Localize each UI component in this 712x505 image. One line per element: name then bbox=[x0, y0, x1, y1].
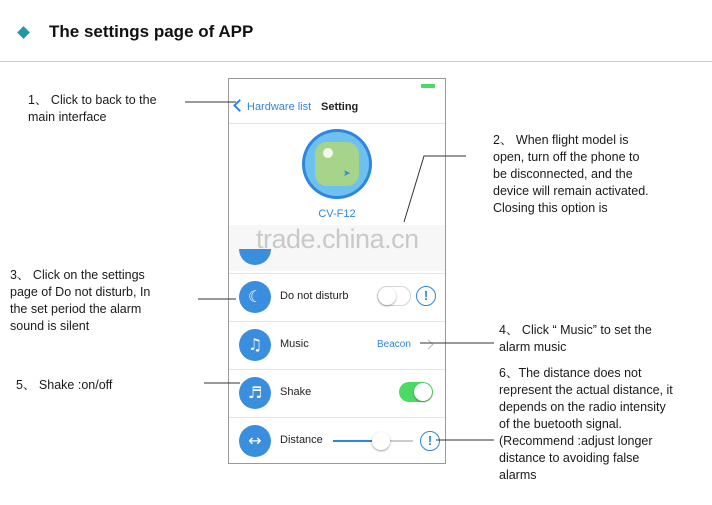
note-2 bbox=[493, 132, 649, 217]
note-line: 3、 Click on the settings bbox=[10, 268, 145, 282]
note-line: depends on the radio intensity bbox=[499, 400, 666, 414]
note-line: the set period the alarm bbox=[10, 302, 142, 316]
device-signal-icon: ➤ bbox=[343, 168, 351, 178]
note-line: be disconnected, and the bbox=[493, 167, 633, 181]
note-line: Closing this option is bbox=[493, 201, 608, 215]
music-note-icon: ♫ bbox=[239, 329, 271, 361]
row-label: Distance bbox=[280, 434, 323, 446]
note-line: 1、 Click to back to the bbox=[28, 93, 157, 107]
row-label: Music bbox=[280, 338, 309, 350]
row-label: Shake bbox=[280, 386, 312, 398]
note-line: represent the actual distance, it bbox=[499, 383, 673, 397]
nav-title: Setting bbox=[321, 101, 359, 113]
watermark: trade.china.cn bbox=[256, 224, 419, 254]
note-line: main interface bbox=[28, 110, 107, 124]
note-line: 6、The distance does not bbox=[499, 366, 642, 380]
note-4 bbox=[499, 322, 652, 356]
moon-icon: ☾ bbox=[239, 281, 271, 313]
note-line: open, turn off the phone to bbox=[493, 150, 640, 164]
note-line: distance to avoiding false bbox=[499, 451, 640, 465]
note-line: of the buetooth signal. bbox=[499, 417, 623, 431]
note-line: sound is silent bbox=[10, 319, 90, 333]
music-value: Beacon bbox=[377, 339, 411, 350]
note-line: device will remain activated. bbox=[493, 184, 649, 198]
note-6 bbox=[499, 365, 673, 484]
note-5 bbox=[16, 377, 112, 394]
note-line: alarm music bbox=[499, 340, 567, 354]
page-title: The settings page of APP bbox=[49, 22, 254, 41]
back-button[interactable]: Hardware list bbox=[247, 101, 312, 113]
note-3 bbox=[10, 267, 150, 335]
info-icon[interactable]: ! bbox=[416, 286, 436, 306]
bell-icon: ♬ bbox=[239, 377, 271, 409]
distance-icon: ↔ bbox=[239, 425, 271, 457]
note-line: 5、 Shake :on/off bbox=[16, 378, 113, 392]
note-line: (Recommend :adjust longer bbox=[499, 434, 653, 448]
note-line: 4、 Click “ Music” to set the bbox=[499, 323, 652, 337]
device-name: CV-F12 bbox=[318, 208, 356, 220]
note-line: 2、 When flight model is bbox=[493, 133, 629, 147]
info-icon[interactable]: ! bbox=[420, 431, 440, 451]
note-line: page of Do not disturb, In bbox=[10, 285, 151, 299]
note-1 bbox=[28, 92, 157, 126]
note-line: alarms bbox=[499, 468, 537, 482]
row-label: Do not disturb bbox=[280, 290, 349, 302]
